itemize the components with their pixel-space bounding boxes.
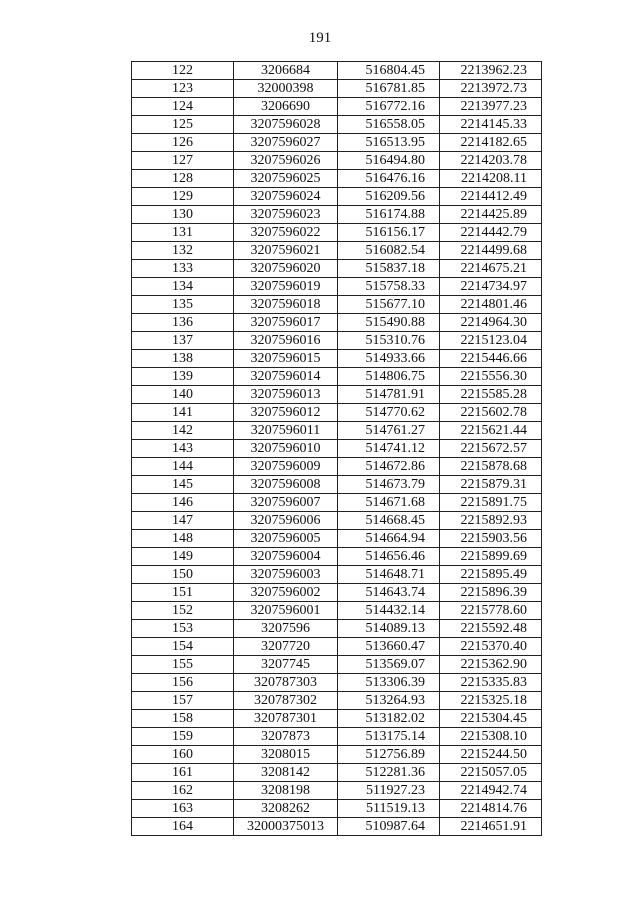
y-coordinate-cell: 2214964.30 xyxy=(440,314,542,332)
y-coordinate-cell: 2215621.44 xyxy=(440,422,542,440)
point-number-cell: 156 xyxy=(132,674,234,692)
x-coordinate-cell: 513306.39 xyxy=(338,674,440,692)
x-coordinate-cell: 514806.75 xyxy=(338,368,440,386)
table-row xyxy=(132,440,542,458)
table-row xyxy=(132,548,542,566)
x-coordinate-cell: 516494.80 xyxy=(338,152,440,170)
y-coordinate-cell: 2215896.39 xyxy=(440,584,542,602)
table-row xyxy=(132,746,542,764)
y-coordinate-cell: 2215602.78 xyxy=(440,404,542,422)
point-id-cell: 3208015 xyxy=(234,746,338,764)
table-row xyxy=(132,116,542,134)
point-number-cell: 127 xyxy=(132,152,234,170)
x-coordinate-cell: 516174.88 xyxy=(338,206,440,224)
point-number-cell: 142 xyxy=(132,422,234,440)
x-coordinate-cell: 516558.05 xyxy=(338,116,440,134)
point-id-cell: 32000375013 xyxy=(234,818,338,836)
table-row xyxy=(132,800,542,818)
point-id-cell: 3207596001 xyxy=(234,602,338,620)
point-id-cell: 3207720 xyxy=(234,638,338,656)
y-coordinate-cell: 2214499.68 xyxy=(440,242,542,260)
point-number-cell: 159 xyxy=(132,728,234,746)
point-id-cell: 3207596010 xyxy=(234,440,338,458)
coordinates-table xyxy=(131,61,542,836)
x-coordinate-cell: 514671.68 xyxy=(338,494,440,512)
y-coordinate-cell: 2215304.45 xyxy=(440,710,542,728)
point-id-cell: 3207596017 xyxy=(234,314,338,332)
table-row xyxy=(132,620,542,638)
x-coordinate-cell: 516513.95 xyxy=(338,134,440,152)
x-coordinate-cell: 514432.14 xyxy=(338,602,440,620)
x-coordinate-cell: 514668.45 xyxy=(338,512,440,530)
x-coordinate-cell: 515677.10 xyxy=(338,296,440,314)
point-id-cell: 3207596024 xyxy=(234,188,338,206)
table-row xyxy=(132,674,542,692)
point-id-cell: 320787303 xyxy=(234,674,338,692)
point-id-cell: 3207596006 xyxy=(234,512,338,530)
y-coordinate-cell: 2214651.91 xyxy=(440,818,542,836)
point-number-cell: 154 xyxy=(132,638,234,656)
point-id-cell: 3206690 xyxy=(234,98,338,116)
point-number-cell: 146 xyxy=(132,494,234,512)
y-coordinate-cell: 2215903.56 xyxy=(440,530,542,548)
x-coordinate-cell: 516772.16 xyxy=(338,98,440,116)
point-id-cell: 3207596013 xyxy=(234,386,338,404)
y-coordinate-cell: 2213972.73 xyxy=(440,80,542,98)
point-id-cell: 3208198 xyxy=(234,782,338,800)
point-number-cell: 149 xyxy=(132,548,234,566)
point-number-cell: 123 xyxy=(132,80,234,98)
y-coordinate-cell: 2215878.68 xyxy=(440,458,542,476)
point-id-cell: 3207596022 xyxy=(234,224,338,242)
point-id-cell: 3207596018 xyxy=(234,296,338,314)
point-number-cell: 126 xyxy=(132,134,234,152)
point-id-cell: 3207596002 xyxy=(234,584,338,602)
x-coordinate-cell: 514089.13 xyxy=(338,620,440,638)
point-number-cell: 151 xyxy=(132,584,234,602)
point-number-cell: 132 xyxy=(132,242,234,260)
y-coordinate-cell: 2215672.57 xyxy=(440,440,542,458)
point-number-cell: 161 xyxy=(132,764,234,782)
table-row xyxy=(132,188,542,206)
point-number-cell: 140 xyxy=(132,386,234,404)
point-number-cell: 124 xyxy=(132,98,234,116)
point-number-cell: 147 xyxy=(132,512,234,530)
point-number-cell: 122 xyxy=(132,62,234,80)
point-id-cell: 3207596019 xyxy=(234,278,338,296)
y-coordinate-cell: 2214208.11 xyxy=(440,170,542,188)
point-number-cell: 150 xyxy=(132,566,234,584)
point-id-cell: 3207596021 xyxy=(234,242,338,260)
point-number-cell: 153 xyxy=(132,620,234,638)
y-coordinate-cell: 2215057.05 xyxy=(440,764,542,782)
table-row xyxy=(132,458,542,476)
x-coordinate-cell: 512281.36 xyxy=(338,764,440,782)
point-id-cell: 3208262 xyxy=(234,800,338,818)
y-coordinate-cell: 2214734.97 xyxy=(440,278,542,296)
x-coordinate-cell: 514648.71 xyxy=(338,566,440,584)
x-coordinate-cell: 516209.56 xyxy=(338,188,440,206)
x-coordinate-cell: 510987.64 xyxy=(338,818,440,836)
page-number: 191 xyxy=(308,30,332,46)
point-id-cell: 3207596004 xyxy=(234,548,338,566)
y-coordinate-cell: 2213962.23 xyxy=(440,62,542,80)
point-number-cell: 144 xyxy=(132,458,234,476)
y-coordinate-cell: 2215879.31 xyxy=(440,476,542,494)
table-row xyxy=(132,170,542,188)
point-id-cell: 3207596008 xyxy=(234,476,338,494)
point-id-cell: 3207596011 xyxy=(234,422,338,440)
table-row xyxy=(132,494,542,512)
point-number-cell: 160 xyxy=(132,746,234,764)
y-coordinate-cell: 2215362.90 xyxy=(440,656,542,674)
table-row xyxy=(132,224,542,242)
y-coordinate-cell: 2215899.69 xyxy=(440,548,542,566)
table-row xyxy=(132,368,542,386)
point-number-cell: 155 xyxy=(132,656,234,674)
x-coordinate-cell: 511927.23 xyxy=(338,782,440,800)
y-coordinate-cell: 2215446.66 xyxy=(440,350,542,368)
x-coordinate-cell: 515837.18 xyxy=(338,260,440,278)
table-row xyxy=(132,638,542,656)
point-number-cell: 137 xyxy=(132,332,234,350)
x-coordinate-cell: 514761.27 xyxy=(338,422,440,440)
table-row xyxy=(132,350,542,368)
y-coordinate-cell: 2214801.46 xyxy=(440,296,542,314)
table-row xyxy=(132,476,542,494)
y-coordinate-cell: 2214442.79 xyxy=(440,224,542,242)
y-coordinate-cell: 2215244.50 xyxy=(440,746,542,764)
point-number-cell: 135 xyxy=(132,296,234,314)
y-coordinate-cell: 2215891.75 xyxy=(440,494,542,512)
y-coordinate-cell: 2215892.93 xyxy=(440,512,542,530)
point-id-cell: 3207873 xyxy=(234,728,338,746)
point-id-cell: 3207596020 xyxy=(234,260,338,278)
point-id-cell: 3207596027 xyxy=(234,134,338,152)
table-row xyxy=(132,80,542,98)
point-id-cell: 3207596028 xyxy=(234,116,338,134)
y-coordinate-cell: 2215556.30 xyxy=(440,368,542,386)
x-coordinate-cell: 514672.86 xyxy=(338,458,440,476)
table-row xyxy=(132,98,542,116)
point-id-cell: 3206684 xyxy=(234,62,338,80)
y-coordinate-cell: 2214145.33 xyxy=(440,116,542,134)
table-row xyxy=(132,602,542,620)
point-number-cell: 129 xyxy=(132,188,234,206)
point-id-cell: 3207596023 xyxy=(234,206,338,224)
x-coordinate-cell: 516804.45 xyxy=(338,62,440,80)
point-number-cell: 141 xyxy=(132,404,234,422)
y-coordinate-cell: 2215123.04 xyxy=(440,332,542,350)
x-coordinate-cell: 516476.16 xyxy=(338,170,440,188)
table-row xyxy=(132,692,542,710)
point-number-cell: 145 xyxy=(132,476,234,494)
table-row xyxy=(132,818,542,836)
table-row xyxy=(132,710,542,728)
point-number-cell: 139 xyxy=(132,368,234,386)
table-row xyxy=(132,422,542,440)
x-coordinate-cell: 514656.46 xyxy=(338,548,440,566)
table-row xyxy=(132,584,542,602)
y-coordinate-cell: 2215778.60 xyxy=(440,602,542,620)
table-row xyxy=(132,206,542,224)
point-id-cell: 3207745 xyxy=(234,656,338,674)
point-number-cell: 130 xyxy=(132,206,234,224)
y-coordinate-cell: 2215895.49 xyxy=(440,566,542,584)
coordinates-table-body xyxy=(132,62,542,836)
y-coordinate-cell: 2215370.40 xyxy=(440,638,542,656)
y-coordinate-cell: 2214203.78 xyxy=(440,152,542,170)
point-number-cell: 158 xyxy=(132,710,234,728)
point-number-cell: 138 xyxy=(132,350,234,368)
point-number-cell: 136 xyxy=(132,314,234,332)
table-row xyxy=(132,530,542,548)
point-number-cell: 152 xyxy=(132,602,234,620)
x-coordinate-cell: 515758.33 xyxy=(338,278,440,296)
table-row xyxy=(132,134,542,152)
y-coordinate-cell: 2215308.10 xyxy=(440,728,542,746)
point-id-cell: 320787301 xyxy=(234,710,338,728)
x-coordinate-cell: 513569.07 xyxy=(338,656,440,674)
point-id-cell: 3207596026 xyxy=(234,152,338,170)
y-coordinate-cell: 2214182.65 xyxy=(440,134,542,152)
table-row xyxy=(132,332,542,350)
x-coordinate-cell: 511519.13 xyxy=(338,800,440,818)
point-number-cell: 143 xyxy=(132,440,234,458)
x-coordinate-cell: 514673.79 xyxy=(338,476,440,494)
point-id-cell: 3207596007 xyxy=(234,494,338,512)
y-coordinate-cell: 2214942.74 xyxy=(440,782,542,800)
x-coordinate-cell: 516156.17 xyxy=(338,224,440,242)
x-coordinate-cell: 514933.66 xyxy=(338,350,440,368)
point-number-cell: 162 xyxy=(132,782,234,800)
x-coordinate-cell: 513182.02 xyxy=(338,710,440,728)
x-coordinate-cell: 514781.91 xyxy=(338,386,440,404)
table-row xyxy=(132,152,542,170)
x-coordinate-cell: 516082.54 xyxy=(338,242,440,260)
point-number-cell: 164 xyxy=(132,818,234,836)
table-row xyxy=(132,728,542,746)
point-id-cell: 3207596003 xyxy=(234,566,338,584)
y-coordinate-cell: 2214675.21 xyxy=(440,260,542,278)
point-number-cell: 163 xyxy=(132,800,234,818)
table-row xyxy=(132,62,542,80)
point-id-cell: 3208142 xyxy=(234,764,338,782)
x-coordinate-cell: 513660.47 xyxy=(338,638,440,656)
point-id-cell: 3207596015 xyxy=(234,350,338,368)
point-number-cell: 134 xyxy=(132,278,234,296)
y-coordinate-cell: 2215325.18 xyxy=(440,692,542,710)
table-row xyxy=(132,278,542,296)
x-coordinate-cell: 514770.62 xyxy=(338,404,440,422)
point-id-cell: 3207596 xyxy=(234,620,338,638)
table-row xyxy=(132,404,542,422)
x-coordinate-cell: 515310.76 xyxy=(338,332,440,350)
point-number-cell: 125 xyxy=(132,116,234,134)
table-row xyxy=(132,386,542,404)
y-coordinate-cell: 2215592.48 xyxy=(440,620,542,638)
table-row xyxy=(132,242,542,260)
table-row xyxy=(132,512,542,530)
y-coordinate-cell: 2214814.76 xyxy=(440,800,542,818)
y-coordinate-cell: 2215585.28 xyxy=(440,386,542,404)
point-number-cell: 157 xyxy=(132,692,234,710)
y-coordinate-cell: 2214412.49 xyxy=(440,188,542,206)
point-id-cell: 3207596014 xyxy=(234,368,338,386)
x-coordinate-cell: 516781.85 xyxy=(338,80,440,98)
point-id-cell: 3207596016 xyxy=(234,332,338,350)
table-row xyxy=(132,782,542,800)
point-number-cell: 133 xyxy=(132,260,234,278)
y-coordinate-cell: 2215335.83 xyxy=(440,674,542,692)
x-coordinate-cell: 512756.89 xyxy=(338,746,440,764)
table-row xyxy=(132,656,542,674)
x-coordinate-cell: 515490.88 xyxy=(338,314,440,332)
table-row xyxy=(132,566,542,584)
y-coordinate-cell: 2213977.23 xyxy=(440,98,542,116)
x-coordinate-cell: 514741.12 xyxy=(338,440,440,458)
point-id-cell: 3207596012 xyxy=(234,404,338,422)
table-row xyxy=(132,296,542,314)
point-id-cell: 320787302 xyxy=(234,692,338,710)
point-id-cell: 32000398 xyxy=(234,80,338,98)
point-id-cell: 3207596005 xyxy=(234,530,338,548)
point-id-cell: 3207596025 xyxy=(234,170,338,188)
x-coordinate-cell: 514664.94 xyxy=(338,530,440,548)
x-coordinate-cell: 513175.14 xyxy=(338,728,440,746)
point-id-cell: 3207596009 xyxy=(234,458,338,476)
x-coordinate-cell: 513264.93 xyxy=(338,692,440,710)
y-coordinate-cell: 2214425.89 xyxy=(440,206,542,224)
x-coordinate-cell: 514643.74 xyxy=(338,584,440,602)
table-row xyxy=(132,260,542,278)
point-number-cell: 131 xyxy=(132,224,234,242)
point-number-cell: 148 xyxy=(132,530,234,548)
table-row xyxy=(132,314,542,332)
point-number-cell: 128 xyxy=(132,170,234,188)
table-row xyxy=(132,764,542,782)
